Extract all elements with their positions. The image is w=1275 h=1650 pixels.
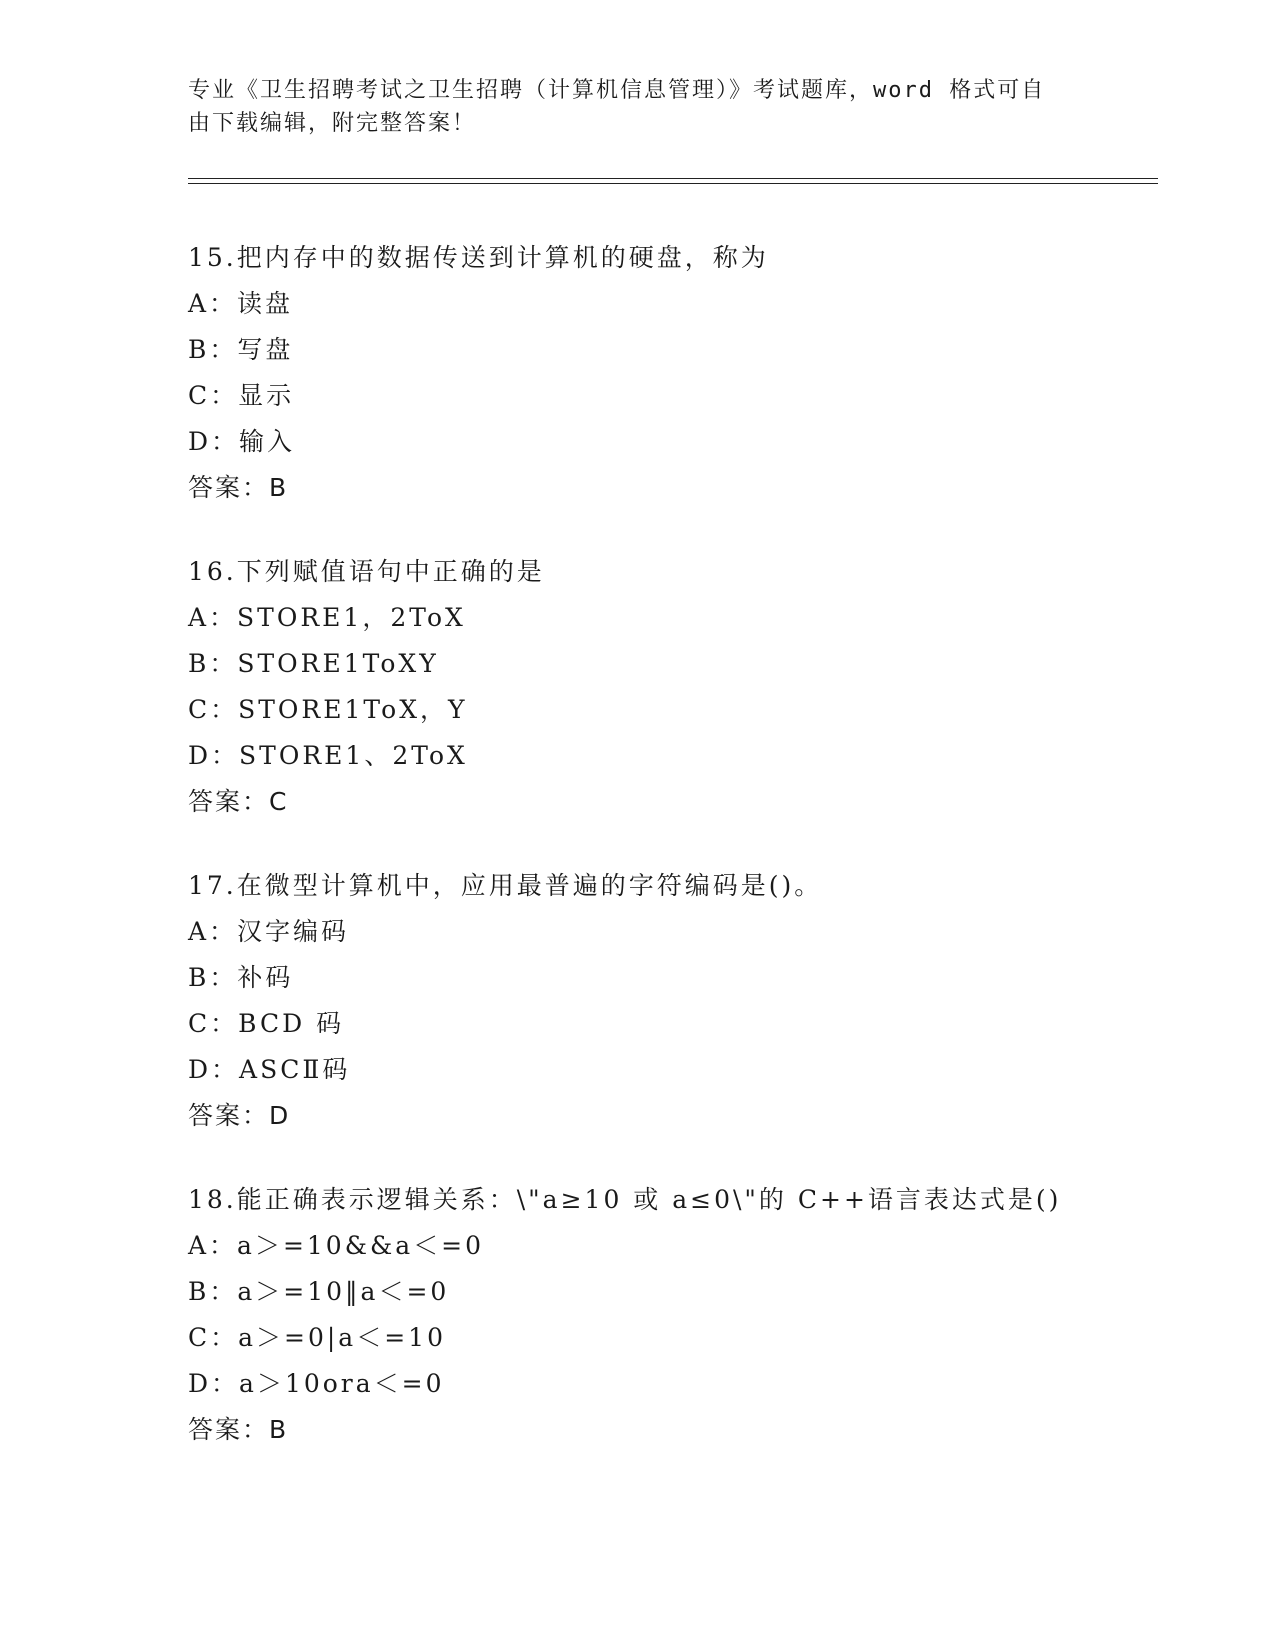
option-a: A：STORE1，2ToX [188,603,466,632]
question-15 [188,235,1148,511]
answer: 答案：B [188,1415,289,1444]
document-header [188,74,1088,140]
option-d: D：STORE1、2ToX [188,741,468,770]
option-a: A：读盘 [188,289,294,318]
question-16 [188,549,1148,825]
option-c: C：BCD 码 [188,1009,345,1038]
answer: 答案：B [188,473,289,502]
option-d: D：输入 [188,427,296,456]
header-line-2: 由下载编辑，附完整答案！ [188,111,477,136]
question-stem: 18.能正确表示逻辑关系：\"a≥10 或 a≤0\"的 C++语言表达式是() [188,1185,1062,1214]
option-b: B：a＞=10‖a＜=0 [188,1277,450,1306]
question-stem: 16.下列赋值语句中正确的是 [188,557,545,586]
question-18 [188,1177,1148,1453]
option-d: D：ASCⅡ码 [188,1055,351,1084]
question-17 [188,863,1148,1139]
option-c: C：a＞=0|a＜=10 [188,1323,446,1352]
header-line-1: 专业《卫生招聘考试之卫生招聘（计算机信息管理）》考试题库，word 格式可自 [188,78,1046,103]
option-c: C：STORE1ToX，Y [188,695,468,724]
question-list [188,235,1148,1491]
question-stem: 15.把内存中的数据传送到计算机的硬盘，称为 [188,243,769,272]
header-divider-top [188,178,1158,179]
header-divider-bottom [188,183,1158,184]
answer: 答案：C [188,787,289,816]
option-b: B：补码 [188,963,294,992]
question-stem: 17.在微型计算机中，应用最普遍的字符编码是()。 [188,871,823,900]
option-b: B：STORE1ToXY [188,649,439,678]
option-c: C：显示 [188,381,295,410]
answer: 答案：D [188,1101,291,1130]
option-b: B：写盘 [188,335,294,364]
option-a: A：汉字编码 [188,917,350,946]
option-d: D：a＞10ora＜=0 [188,1369,445,1398]
option-a: A：a＞=10&&a＜=0 [188,1231,484,1260]
